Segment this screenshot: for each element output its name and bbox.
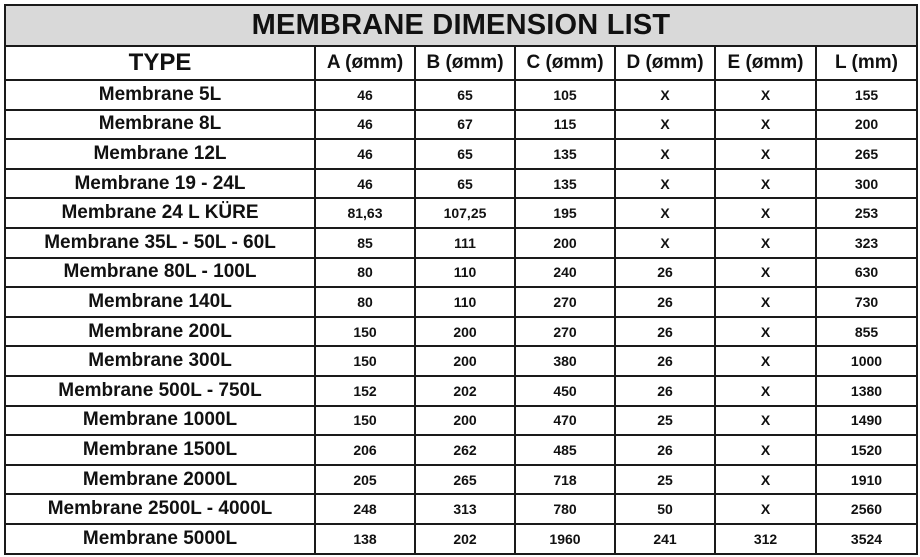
table-row [5,80,917,110]
c-cell: 450 [515,376,615,406]
table-row [5,346,917,376]
e-cell: X [715,465,816,495]
d-cell: 26 [615,287,715,317]
column-header-a: A (ømm) [315,46,415,80]
l-cell: 1520 [816,435,917,465]
e-cell: X [715,346,816,376]
e-cell: X [715,317,816,347]
type-cell: Membrane 1000L [5,406,315,436]
type-cell: Membrane 1500L [5,435,315,465]
b-cell: 65 [415,169,515,199]
c-cell: 1960 [515,524,615,554]
type-cell: Membrane 24 L KÜRE [5,198,315,228]
d-cell: 26 [615,258,715,288]
a-cell: 150 [315,406,415,436]
l-cell: 253 [816,198,917,228]
l-cell: 2560 [816,494,917,524]
a-cell: 150 [315,346,415,376]
type-cell: Membrane 5L [5,80,315,110]
l-cell: 855 [816,317,917,347]
d-cell: 241 [615,524,715,554]
d-cell: X [615,169,715,199]
e-cell: 312 [715,524,816,554]
d-cell: 50 [615,494,715,524]
b-cell: 110 [415,287,515,317]
l-cell: 300 [816,169,917,199]
a-cell: 46 [315,110,415,140]
type-cell: Membrane 80L - 100L [5,258,315,288]
e-cell: X [715,258,816,288]
c-cell: 195 [515,198,615,228]
l-cell: 323 [816,228,917,258]
l-cell: 1910 [816,465,917,495]
b-cell: 200 [415,406,515,436]
d-cell: X [615,110,715,140]
dimension-table [4,4,918,555]
b-cell: 67 [415,110,515,140]
b-cell: 262 [415,435,515,465]
table-row [5,258,917,288]
c-cell: 240 [515,258,615,288]
c-cell: 270 [515,317,615,347]
b-cell: 110 [415,258,515,288]
a-cell: 152 [315,376,415,406]
c-cell: 200 [515,228,615,258]
l-cell: 1490 [816,406,917,436]
type-cell: Membrane 300L [5,346,315,376]
a-cell: 80 [315,258,415,288]
table-row [5,228,917,258]
e-cell: X [715,376,816,406]
table-row [5,465,917,495]
type-cell: Membrane 200L [5,317,315,347]
c-cell: 780 [515,494,615,524]
c-cell: 380 [515,346,615,376]
table-row [5,139,917,169]
c-cell: 270 [515,287,615,317]
type-cell: Membrane 140L [5,287,315,317]
table-row [5,494,917,524]
table-row [5,524,917,554]
l-cell: 200 [816,110,917,140]
a-cell: 46 [315,139,415,169]
header-row [5,46,917,80]
b-cell: 265 [415,465,515,495]
b-cell: 200 [415,317,515,347]
a-cell: 80 [315,287,415,317]
c-cell: 135 [515,169,615,199]
b-cell: 111 [415,228,515,258]
l-cell: 630 [816,258,917,288]
d-cell: X [615,139,715,169]
table-row [5,110,917,140]
a-cell: 81,63 [315,198,415,228]
l-cell: 155 [816,80,917,110]
a-cell: 85 [315,228,415,258]
table-row [5,287,917,317]
table-row [5,376,917,406]
d-cell: 26 [615,346,715,376]
column-header-l: L (mm) [816,46,917,80]
d-cell: 25 [615,406,715,436]
a-cell: 46 [315,80,415,110]
c-cell: 470 [515,406,615,436]
b-cell: 65 [415,139,515,169]
table-row [5,406,917,436]
title-row [5,5,917,46]
type-cell: Membrane 8L [5,110,315,140]
b-cell: 200 [415,346,515,376]
l-cell: 1380 [816,376,917,406]
d-cell: X [615,80,715,110]
type-cell: Membrane 19 - 24L [5,169,315,199]
a-cell: 138 [315,524,415,554]
e-cell: X [715,406,816,436]
a-cell: 150 [315,317,415,347]
a-cell: 205 [315,465,415,495]
type-cell: Membrane 2500L - 4000L [5,494,315,524]
e-cell: X [715,228,816,258]
type-cell: Membrane 2000L [5,465,315,495]
b-cell: 107,25 [415,198,515,228]
l-cell: 1000 [816,346,917,376]
a-cell: 46 [315,169,415,199]
table-body [5,80,917,554]
type-cell: Membrane 35L - 50L - 60L [5,228,315,258]
b-cell: 65 [415,80,515,110]
table-row [5,435,917,465]
e-cell: X [715,494,816,524]
l-cell: 730 [816,287,917,317]
table-row [5,169,917,199]
a-cell: 248 [315,494,415,524]
c-cell: 485 [515,435,615,465]
d-cell: 26 [615,435,715,465]
l-cell: 265 [816,139,917,169]
d-cell: X [615,228,715,258]
column-header-type: TYPE [5,46,315,80]
b-cell: 313 [415,494,515,524]
column-header-e: E (ømm) [715,46,816,80]
d-cell: 26 [615,376,715,406]
table-row [5,317,917,347]
b-cell: 202 [415,524,515,554]
c-cell: 105 [515,80,615,110]
l-cell: 3524 [816,524,917,554]
d-cell: X [615,198,715,228]
e-cell: X [715,169,816,199]
table-title: MEMBRANE DIMENSION LIST [5,5,917,46]
c-cell: 135 [515,139,615,169]
column-header-c: C (ømm) [515,46,615,80]
d-cell: 25 [615,465,715,495]
table-row [5,198,917,228]
e-cell: X [715,287,816,317]
e-cell: X [715,198,816,228]
type-cell: Membrane 500L - 750L [5,376,315,406]
e-cell: X [715,110,816,140]
e-cell: X [715,80,816,110]
column-header-d: D (ømm) [615,46,715,80]
d-cell: 26 [615,317,715,347]
column-header-b: B (ømm) [415,46,515,80]
type-cell: Membrane 12L [5,139,315,169]
c-cell: 115 [515,110,615,140]
c-cell: 718 [515,465,615,495]
a-cell: 206 [315,435,415,465]
b-cell: 202 [415,376,515,406]
type-cell: Membrane 5000L [5,524,315,554]
e-cell: X [715,139,816,169]
e-cell: X [715,435,816,465]
